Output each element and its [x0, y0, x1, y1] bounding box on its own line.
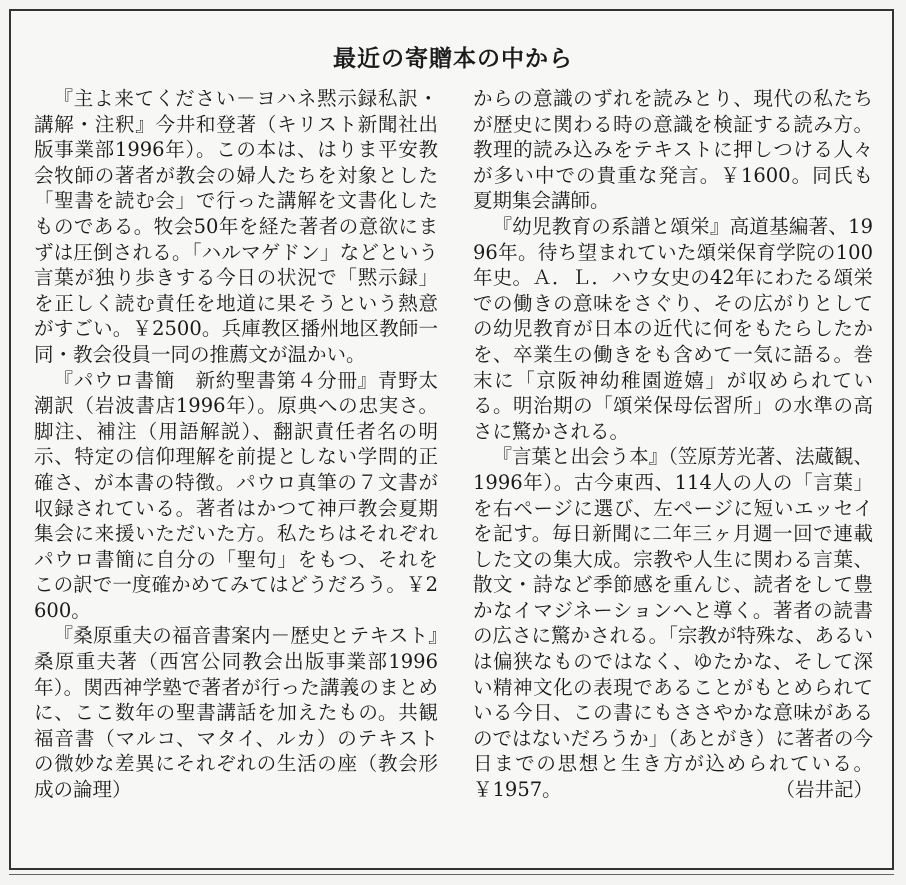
- review-paragraph-revelation: 『主よ来てください－ヨハネ黙示録私訳・講解・注釈』今井和登著（キリスト新聞社出版事業部1996年）。この本は、はりま平安教会牧師の著者が教会の婦人たちを対象とした「聖書を読む会」で行った講解を文書化したものである。牧会50年を経た著者の意欲にまずは圧倒される。「ハルマゲドン」などという言葉が独り歩きする今日の状況で「黙示録」を正しく読む責任を地道に果そうという熱意がすごい。￥2500。兵庫教区播州地区教師一同・教会役員一同の推薦文が温かい。: [34, 87, 438, 366]
- bottom-divider: [9, 874, 894, 875]
- article-title: 最近の寄贈本の中から: [333, 46, 573, 72]
- author-signature: （岩井記）: [775, 778, 873, 802]
- review-paragraph-pauline-letters: 『パウロ書簡 新約聖書第４分冊』青野太潮訳（岩波書店1996年）。原典への忠実さ。脚注、補注（用語解説）、翻訳責任者名の明示、特定の信仰理解を前提としない学問的正確さ、が本書の特徴。パウロ真筆の７文書が収録されている。著者はかつて神戸教会夏期集会に来援いただいた方。私たちはそれぞれパウロ書簡に自分の「聖句」をもつ、それをこの訳で一度確かめてみてはどうだろう。￥2600。: [34, 368, 438, 622]
- review-text-words-book: 『言葉と出会う本』（笠原芳光著、法蔵観、1996年）。古今東西、114人の人の「言葉」を右ページに選び、左ページに短いエッセイを記す。毎日新聞に二年三ヶ月週一回で連載した文の集大成。宗教や人生に関わる言葉、散文・詩など季節感を重んじ、読者をして豊かなイマジネーションへと導く。著者の読書の広さに驚かされる。「宗教が特殊な、あるいは偏狭なものではなく、ゆたかな、そして深い精神文化の表現であることがもとめられている今日、この書にもささやかな意味があるのではないだろうか」（あとがき）に著者の今日までの思想と生き方が込められている。￥1957。: [473, 445, 873, 802]
- right-column: [473, 86, 873, 803]
- review-paragraph-early-education: 『幼児教育の系譜と頌栄』高道基編著、1996年。待ち望まれていた頌栄保育学院の100年史。Ａ．Ｌ．ハウ女史の42年にわたる頌栄での働きの意味をさぐり、その広がりとしての幼児教育が日本の近代に何をもたらしたかを、卒業生の働きをも含めて一気に語る。巻末に「京阪神幼稚園遊嬉」が収められている。明治期の「頌栄保母伝習所」の水準の高さに驚かされる。: [473, 214, 873, 443]
- review-paragraph-words-book: [473, 444, 873, 802]
- review-paragraph-gospel-guide: 『桑原重夫の福音書案内－歴史とテキスト』桑原重夫著（西宮公同教会出版事業部1996年）。関西神学塾で著者が行った講義のまとめに、ここ数年の聖書講話を加えたもの。共観福音書（マルコ、マタイ、ルカ）のテキストの微妙な差異にそれぞれの生活の座（教会形成の論理）: [34, 624, 438, 802]
- review-paragraph-gospel-guide-cont: からの意識のずれを読みとり、現代の私たちが歴史に関わる時の意識を検証する読み方。教理的読み込みをテキストに押しつける人々が多い中での貴重な発言。￥1600。同氏も夏期集会講師。: [473, 87, 873, 213]
- left-column: [34, 86, 438, 803]
